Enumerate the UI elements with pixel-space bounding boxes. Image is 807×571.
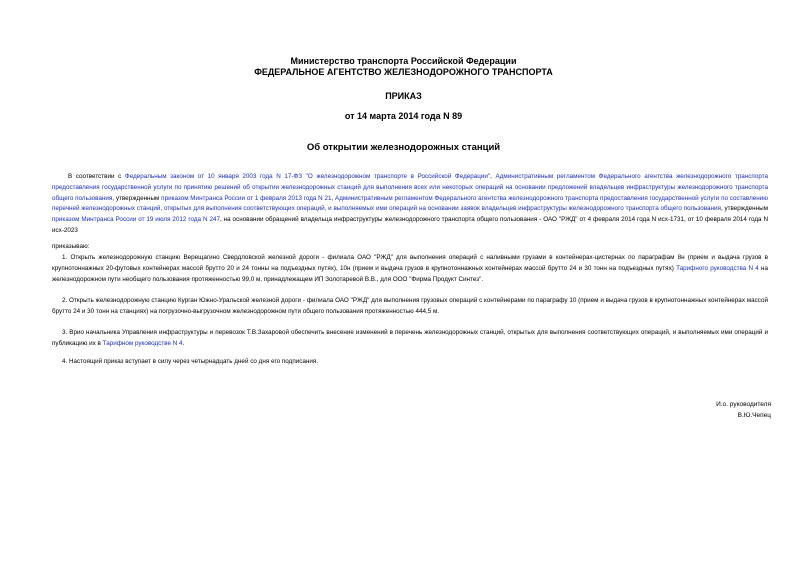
signature-role: И.о. руководителя: [716, 401, 771, 408]
preamble-text: , утвержденным: [720, 205, 768, 213]
preamble-text: , утвержденным: [112, 194, 162, 202]
order-item-4: 4. Настоящий приказ вступает в силу через четырнадцать дней со дня его подписания.: [62, 358, 319, 365]
order-item-1: [52, 253, 768, 285]
item-text: .: [182, 339, 185, 347]
ministry-heading: Министерство транспорта Российской Федерации: [290, 56, 517, 66]
item-text: 3. Врио начальника Управления инфраструктуры и перевозок Т.В.Захаровой обеспечить внесение изменений в перечень железнодорожных станций, открытых для выполнения соответствующих операций, и выполняемых ими операций и публикацию их в: [52, 329, 768, 347]
preamble-text: , на основании обращений владельца инфраструктуры железнодорожного транспорта общего пользования - ОАО "РЖД" от 4 февраля 2014 года N исх-1731, от 10 февраля 2014 года N исх-2023: [52, 216, 768, 234]
preamble-text: ,: [331, 194, 335, 202]
admin-regulation-link-1[interactable]: Административным регламентом Федерального агентства железнодорожного транспорта предоставления государственной услуги по принятию решений об открытии железнодорожных станций для выполнения всех или некоторых операций на основании предложений владельцев инфраструктуры железнодорожного транспорта общего пользования: [52, 173, 769, 202]
signature-name: В.Ю.Чепец: [737, 412, 771, 419]
order-item-2: 2. Открыть железнодорожную станцию Курган Южно-Уральской железной дороги - филиала ОАО "РЖД" для выполнения грузовых операций с контейнерами по параграфу 10 (прием и выдача грузов в крупнотоннажных контейнерах массой брутто 24 и 30 тонн на станциях) на погрузочно-выгрузочном железнодорожном пути общего пользования протяженностью 444,5 м.: [52, 297, 768, 315]
agency-heading: ФЕДЕРАЛЬНОЕ АГЕНТСТВО ЖЕЛЕЗНОДОРОЖНОГО ТРАНСПОРТА: [254, 67, 553, 77]
tariff-guide-link[interactable]: Тарифного руководства N 4: [676, 264, 759, 272]
item-text: на железнодорожном пути необщего пользования протяженностью 99,0 м, принадлежащем ИП Золотаревой В.В., для ООО "Фирма Продукт Синтез".: [52, 264, 768, 283]
order-word: приказываю:: [52, 243, 90, 250]
preamble-paragraph: [52, 172, 768, 237]
tariff-guide-link[interactable]: Тарифном руководстве N 4: [102, 339, 183, 347]
preamble-text: В соответствии с: [68, 173, 125, 180]
item-text: 1. Открыть железнодорожную станцию Верещагино Свердловской железной дороги - филиала ОАО "РЖД" для выполнения операций с наливными грузами в контейнерах-цистернах по параграфам 8н (прием и выдача грузов в крупнотоннажных 20-футовых контейнерах массой брутто 20 и 24 тонны на подъездных путях), 10н (прием и выдача грузов в крупнотоннажных контейнерах массой брутто 24 и 30 тонн на подъездных путях): [52, 254, 768, 272]
preamble-text: ,: [490, 173, 496, 180]
mintrans-order-247-link[interactable]: приказом Минтранса России от 19 июля 2012 года N 247: [52, 216, 220, 224]
order-item-3: [52, 328, 768, 350]
federal-law-link[interactable]: Федеральным законом от 10 января 2003 года N 17-ФЗ "О железнодорожном транспорте в Российской Федерации": [124, 173, 491, 180]
document-title: Об открытии железнодорожных станций: [306, 142, 501, 153]
date-number-heading: от 14 марта 2014 года N 89: [344, 111, 463, 121]
admin-regulation-link-2[interactable]: Административным регламентом Федерального агентства железнодорожного транспорта предоставления государственной услуги по составлению перечней железнодорожных станций, открытых для выполнения соответствующих операций, и выполняемых ими операций на основании заявок владельцев инфраструктуры железнодорожного транспорта общего пользования: [52, 194, 769, 213]
mintrans-order-21-link[interactable]: приказом Минтранса России от 1 февраля 2013 года N 21: [161, 194, 332, 202]
doc-type-heading: ПРИКАЗ: [385, 91, 422, 101]
